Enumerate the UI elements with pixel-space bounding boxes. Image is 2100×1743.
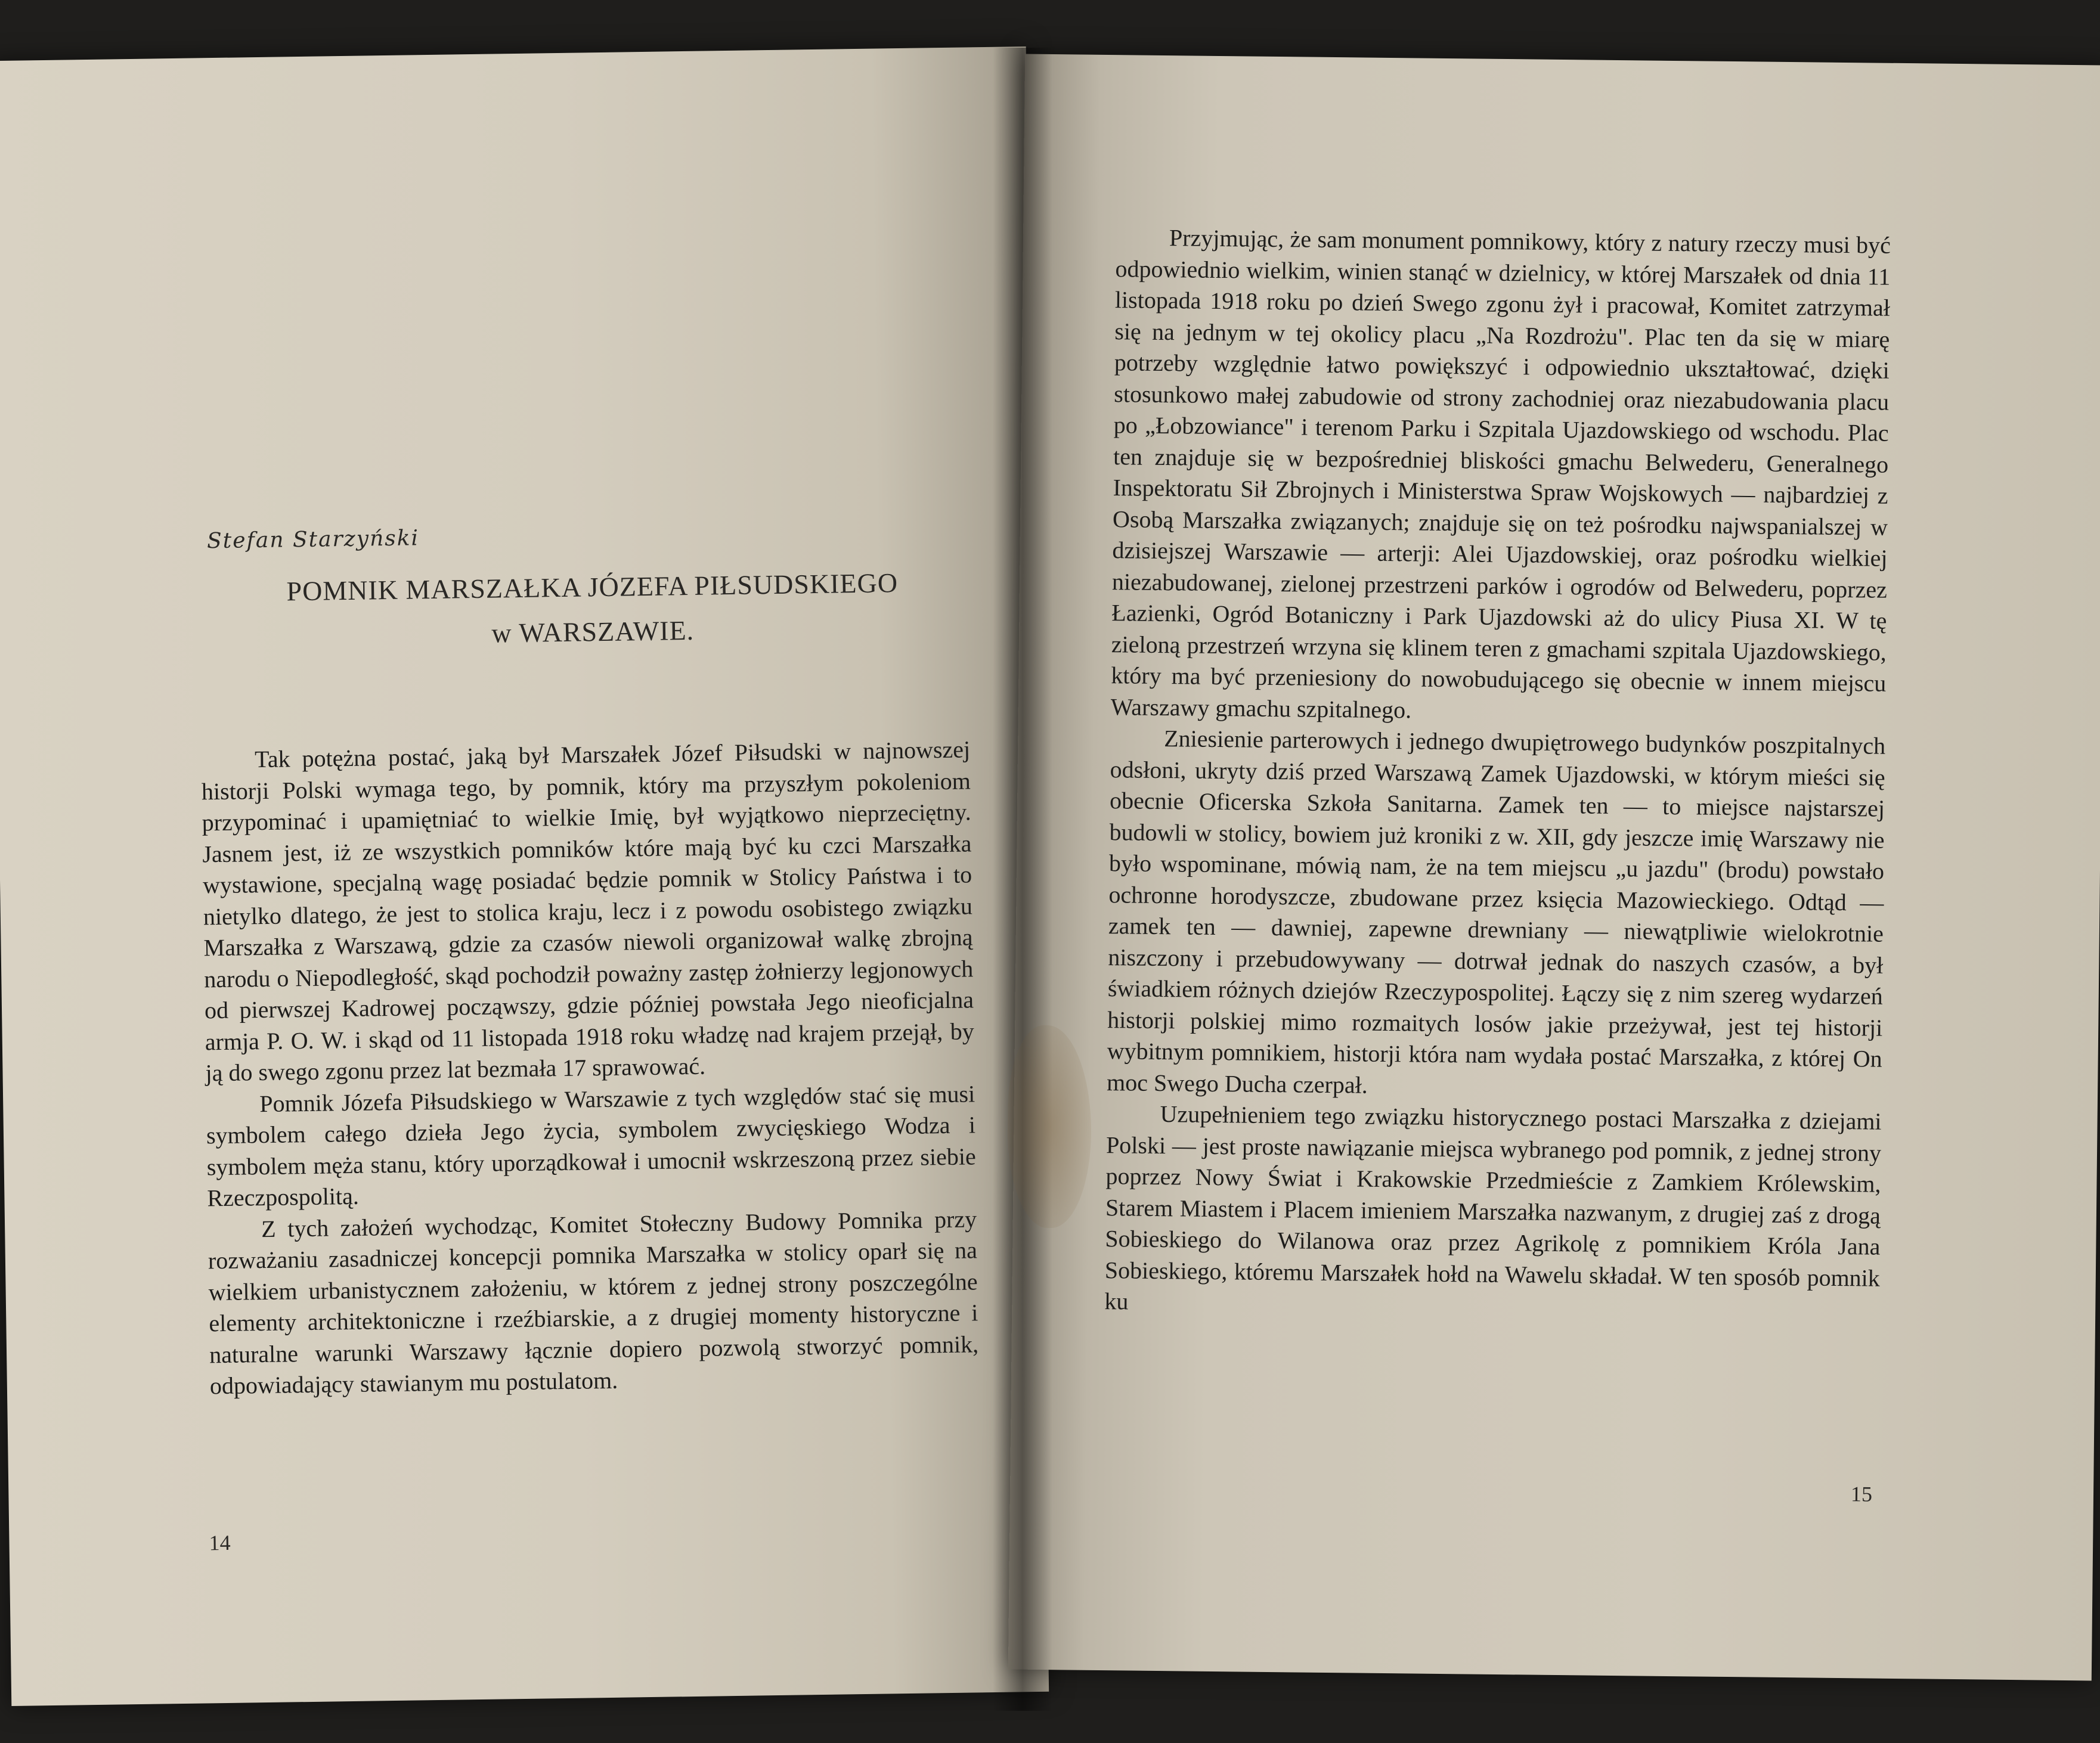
book-gutter (993, 48, 1052, 1711)
article-title-line2: w WARSZAWIE. (491, 615, 695, 649)
right-paragraph-2: Zniesienie parterowych i jednego dwupiętrowego budynków poszpitalnych odsłoni, ukryty dziś przed Warszawą Zamek Ujazdowski, w którym mieści się obecnie Oficerska Szkoła Sanitarna. Zamek ten — to miejsce najstarszej budowli w stolicy, bowiem już kroniki z w. XII, gdy jeszcze imię Warszawy nie było wspominane, mówią nam, że na tem miejscu „u jazdu" (brodu) powstało ochronne horodyszcze, zbudowane przez księcia Mazowieckiego. Odtąd — zamek ten — dawniej, zapewne drewniany — niewątpliwie wielokrotnie niszczony i przebudowywany — dotrwał jednak do naszych czasów, a był świadkiem różnych dziejów Rzeczypospolitej. Łączy się z nim szereg wydarzeń historji polskiej mimo rozmaitych losów jakie przeżywał, jest tej historji wybitnym pomnikiem, historji która nam wydała postać Marszałka, z której On moc Swego Ducha czerpał. (1106, 725, 1886, 1099)
right-page-number: 15 (1850, 1482, 1873, 1506)
left-paragraph-1: Tak potężna postać, jaką był Marszałek Józef Piłsudski w najnowszej historji Polski wymaga tego, by pomnik, który ma przyszłym pokoleniom przypominać i upamiętniać to wielkie Imię, był wyjątkowo nieprzeciętny. Jasnem jest, iż ze wszystkich pomników które mają być ku czci Marszałka wystawione, specjalną wagę posiadać będzie pomnik w Stolicy Państwa i to nietylko dlatego, że jest to stolica kraju, lecz i z powodu osobistego związku Marszałka z Warszawą, gdzie za czasów niewoli organizował walkę zbrojną narodu o Niepodległość, skąd pochodził poważny zastęp żołnierzy legjonowych od pierwszej Kadrowej począwszy, gdzie później powstała Jego nieoficjalna armja P. O. W. i skąd od 11 listopada 1918 roku władzę nad krajem przejął, by ją do swego zgonu przez lat bezmała 17 sprawować. (201, 736, 975, 1087)
author-name: Stefan Starzyński (206, 526, 420, 554)
left-body-text (201, 734, 979, 1401)
left-page-number: 14 (209, 1530, 231, 1555)
right-paragraph-1: Przyjmując, że sam monument pomnikowy, który z natury rzeczy musi być odpowiednio wielkim, winien stanąć w dzielnicy, w której Marszałek od dnia 11 listopada 1918 roku po dzień Swego zgonu żył i pracował, Komitet zatrzymał się na jednym w tej okolicy placu „Na Rozdrożu". Plac ten da się w miarę potrzeby względnie łatwo powiększyć i odpowiednio ukształtować, dzięki stosunkowo małej zabudowie od strony zachodniej oraz niezabudowania placu po „Łobzowiance" i terenom Parku i Szpitala Ujazdowskiego od wschodu. Plac ten znajduje się w bezpośredniej bliskości gmachu Belwederu, Generalnego Inspektoratu Sił Zbrojnych i Ministerstwa Spraw Wojskowych — najbardziej z Osobą Marszałka związanych; znajduje się on też pośrodku najwspanialszej w dzisiejszej Warszawie — arterji: Alei Ujazdowskiej, oraz pośrodku wielkiej niezabudowanej, zielonej przestrzeni parków i ogrodów od Belwederu, poprzez Łazienki, Ogród Botaniczny i Park Ujazdowski aż do ulicy Piusa XI. W tę zieloną przestrzeń wrzyna się klinem teren z gmachami szpitala Ujazdowskiego, który ma być przeniesiony do nowobudującego się obecnie w innem miejscu Warszawy gmachu szpitalnego. (1110, 224, 1891, 723)
right-body-text (1104, 222, 1891, 1325)
right-page (1008, 54, 2100, 1681)
left-page (0, 46, 1049, 1706)
right-paragraph-3: Uzupełnieniem tego związku historycznego postaci Marszałka z dziejami Polski — jest proste nawiązanie miejsca wybranego pod pomnik, z jednej strony poprzez Nowy Świat i Krakowskie Przedmieście z Zamkiem Królewskim, Starem Miastem i Placem imieniem Marszałka nazwanym, z drugiej zaś z drogą Sobieskiego do Wilanowa oraz przez Agrikolę z pomnikiem Króla Jana Sobieskiego, któremu Marszałek hołd na Wawelu składał. W ten sposób pomnik ku (1104, 1100, 1882, 1315)
left-paragraph-2: Pomnik Józefa Piłsudskiego w Warszawie z tych względów stać się musi symbolem całego dzieła Jego życia, symbolem zwycięskiego Wodza i symbolem męża stanu, który uporządkował i umocnił wskrzeszoną przez siebie Rzeczpospolitą. (206, 1080, 976, 1212)
left-paragraph-3: Z tych założeń wychodząc, Komitet Stołeczny Budowy Pomnika przy rozważaniu zasadniczej koncepcji pomnika Marszałka w stolicy oparł się na wielkiem urbanistycznem założeniu, w którem z jednej strony poszczególne elementy architektoniczne i rzeźbiarskie, a z drugiej momenty historyczne i naturalne warunki Warszawy łącznie dopiero pozwolą stworzyć pomnik, odpowiadający stawianym mu postulatom. (207, 1205, 979, 1400)
article-title-line1: POMNIK MARSZAŁKA JÓZEFA PIŁSUDSKIEGO (286, 567, 899, 607)
